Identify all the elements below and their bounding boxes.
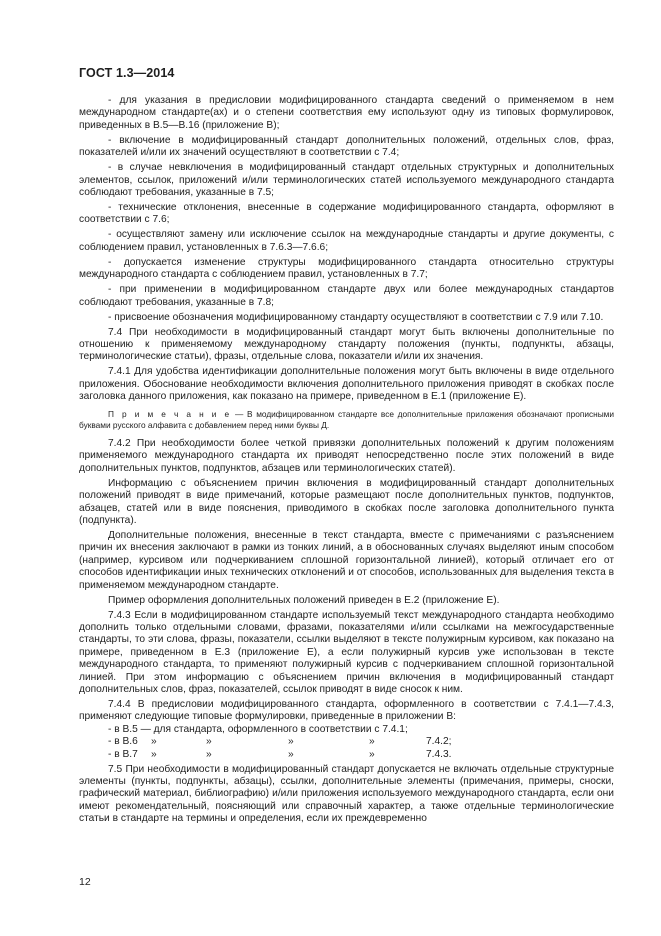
- list-item-multiple-standards: - при применении в модифицированном стандарте двух или более международных стандартов соблюдают требования, указанные в 7.8;: [79, 284, 614, 308]
- clause-7-4: 7.4 При необходимости в модифицированный стандарт могут быть включены дополнительные по отношению к применяемому международному стандарту положения (пункты, подпункты, абзацы, терминологические статьи), фразы, отдельные слова, показатели и/или их значения.: [79, 326, 614, 363]
- ditto-cell: »: [151, 748, 157, 760]
- ditto-cell: 7.4.3.: [426, 748, 452, 760]
- clause-7-4-3: 7.4.3 Если в модифицированном стандарте используемый текст международного стандарта необходимо дополнить только отдельными словами, фразами, показателями и/или ссылками на межгосударственные стандарты, то эти слова, фразы, показатели, ссылки выделяют в тексте полужирным курсивом, как показано на примере, приведенном в Е.3 (приложение Е), а если полужирный курсив уже использован в тексте международного стандарта, то применяют полужирный курсив с подчеркиванием сплошной горизонтальной линией. При этом информацию с объяснением причин включения в модифицированный стандарт дополнительных слов, фраз, показателей, ссылок приводят в виде сносок к ним.: [79, 609, 614, 695]
- ditto-list: [79, 724, 614, 761]
- ditto-list-first: [79, 724, 614, 736]
- document-header: ГОСТ 1.3—2014: [79, 66, 175, 80]
- note: [79, 409, 614, 432]
- clause-7-4-2: 7.4.2 При необходимости более четкой привязки дополнительных положений к другим положениям применяемого международного стандарта их приводят непосредственно после этих положений в виде дополнительных пунктов, подпунктов, абзацев или терминологических статей).: [79, 437, 614, 474]
- ditto-cell: »: [206, 748, 212, 760]
- clause-7-4-4: 7.4.4 В предисловии модифицированного стандарта, оформленного в соответствии с 7.4.1—7.4.3, применяют следующие типовые формулировки, приведенные в приложении В:: [79, 698, 614, 723]
- list-item-designation: - присвоение обозначения модифицированному стандарту осуществляют в соответствии с 7.9 или 7.10.: [108, 311, 604, 323]
- paragraph-framing: Дополнительные положения, внесенные в текст стандарта, вместе с примечаниями с разъяснением причин их внесения заключают в рамки из тонких линий, а в обоснованных случаях выделяют иным способом (например, курсивом или подчеркиванием сплошной горизонтальной линией), который отличает его от способов идентификации иных технических отклонений и от способов, использованных для выделения текста в применяемом международном стандарте.: [79, 529, 615, 591]
- ditto-cell: - в В.7: [108, 748, 138, 760]
- ditto-list-row: [79, 736, 614, 748]
- note-label: П р и м е ч а н и е: [108, 408, 232, 419]
- document-body: [79, 95, 614, 828]
- ditto-cell: »: [369, 736, 375, 748]
- list-item-non-inclusion: - в случае невключения в модифицированный стандарт отдельных структурных и дополнительных элементов, ссылок, приложений и/или терминологических статей используемого международного стандарта соблюдают требования, указанные в 7.5;: [79, 162, 614, 199]
- clause-7-4-1: 7.4.1 Для удобства идентификации дополнительные положения могут быть включены в виде отдельного приложения. Обоснование необходимости включения дополнительного приложения приводят в скобках после заголовка данного приложения, как показано на примере, приведенном в Е.1 (приложение Е).: [79, 366, 614, 403]
- clause-7-5: 7.5 При необходимости в модифицированный стандарт допускается не включать отдельные структурные элементы (пункты, подпункты, абзацы), ссылки, дополнительные элементы (примечания, примеры, сноски, графический материал, библиографию) и/или приложения используемого международного стандарта, если они имеют рекомендательный, поясняющий или справочный характер, а также отдельные терминологические статьи в стандарте на термины и определения, если их преждевременно: [79, 763, 614, 825]
- ditto-cell: »: [288, 748, 294, 760]
- list-item-reference-replacement: - осуществляют замену или исключение ссылок на международные стандарты и другие документы, с соблюдением правил, установленных в 7.6.3—7.6.6;: [79, 229, 614, 253]
- list-item-preface-formulations: - для указания в предисловии модифицированного стандарта сведений о применяемом в нем международном стандарте(ах) и о степени соответствия ему используют одну из типовых формулировок, приведенных в В.5—В.16 (приложение В);: [79, 95, 614, 131]
- ditto-cell: »: [151, 736, 157, 748]
- ditto-cell: - в В.6: [108, 736, 138, 748]
- ditto-cell: 7.4.2;: [426, 736, 452, 748]
- list-item-additional-provisions: - включение в модифицированный стандарт дополнительных положений, отдельных слов, фраз, показателей и/или их значений осуществляют в соответствии с 7.4;: [79, 134, 614, 159]
- ditto-list-row: [79, 749, 614, 761]
- list-item-technical-deviations: - технические отклонения, внесенные в содержание модифицированного стандарта, оформляют в соответствии с 7.6;: [79, 202, 614, 226]
- note-text: — В модифицированном стандарте все дополнительные приложения обозначают прописными буквами русского алфавита с добавлением перед ними буквы Д.: [79, 408, 614, 431]
- page-number: 12: [79, 876, 91, 888]
- paragraph-example-ref: Пример оформления дополнительных положений приведен в Е.2 (приложение Е).: [108, 594, 500, 606]
- list-item-structure-change: - допускается изменение структуры модифицированного стандарта относительно структуры международного стандарта с соблюдением правил, установленных в 7.7;: [79, 256, 614, 281]
- ditto-cell: »: [369, 748, 375, 760]
- paragraph-explanation-info: Информацию с объяснением причин включения в модифицированный стандарт дополнительных положений приводят в виде примечаний, которые размещают после дополнительных пунктов, подпунктов, абзацев, статей или в виде пояснения, приводимого в скобках после заголовка дополнительного пункта (подпункта).: [79, 477, 614, 526]
- ditto-list-first-text: - в В.5 — для стандарта, оформленного в соответствии с 7.4.1;: [108, 723, 408, 735]
- ditto-cell: »: [206, 736, 212, 748]
- ditto-cell: »: [288, 736, 294, 748]
